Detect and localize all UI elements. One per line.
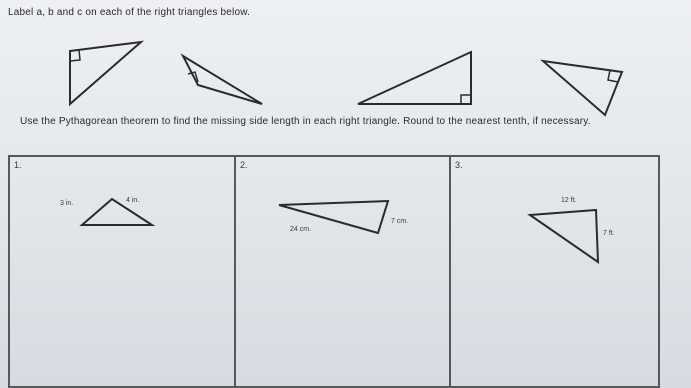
side-label-1b: 4 in. [126, 197, 140, 204]
side-label-2a: 24 cm. [290, 226, 312, 233]
side-label-2b: 7 cm. [391, 218, 409, 225]
problem-number-3: 3. [455, 160, 463, 170]
problem-number-2: 2. [240, 160, 248, 170]
problem-number-1: 1. [14, 160, 22, 170]
side-label-3a: 12 ft. [561, 197, 577, 204]
pythagorean-instruction: Use the Pythagorean theorem to find the missing side length in each right triangle. Round to the nearest tenth, if necessary. [20, 116, 591, 127]
label-instruction: Label a, b and c on each of the right triangles below. [8, 7, 251, 18]
problem-triangle-3 [530, 210, 598, 262]
side-label-3b: 7 ft. [603, 230, 615, 237]
side-label-1a: 3 in. [60, 200, 74, 207]
problem-triangle-1 [82, 199, 152, 225]
